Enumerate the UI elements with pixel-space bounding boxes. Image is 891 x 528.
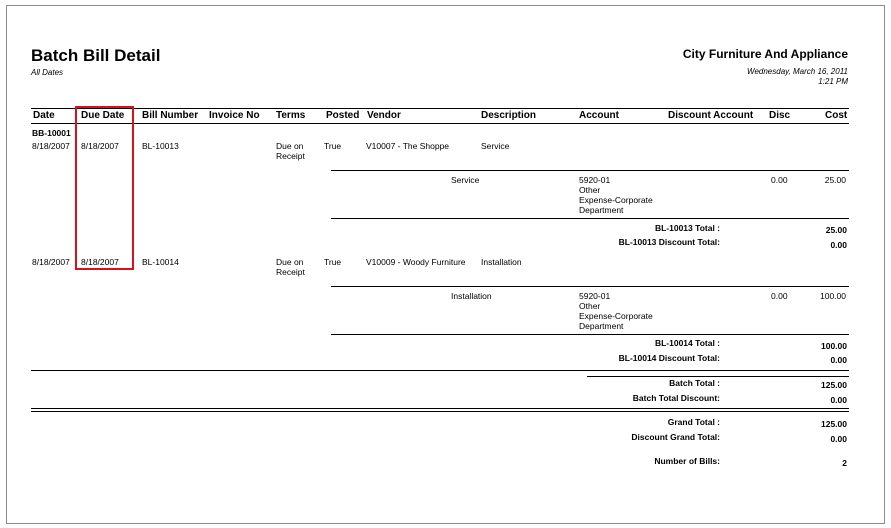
batch-total-label: Batch Total :	[669, 378, 720, 388]
col-date: Date	[33, 110, 55, 121]
batch-total-rule	[587, 376, 849, 377]
batch-discount-label: Batch Total Discount:	[632, 393, 720, 403]
grand-rule-1	[31, 408, 849, 409]
bill-terms-line2: Receipt	[276, 151, 305, 161]
account-name-1: Other	[579, 185, 601, 195]
report-subtitle: All Dates	[31, 68, 64, 77]
bill-date: 8/18/2007	[32, 141, 70, 151]
report-datetime	[747, 67, 848, 87]
batch-total-value: 125.00	[821, 380, 847, 390]
col-description: Description	[481, 110, 537, 121]
bill-terms-line2: Receipt	[276, 267, 305, 277]
bill-discount-total-value: 0.00	[830, 240, 847, 250]
line-account	[579, 175, 653, 215]
bill-total-label: BL-10013 Total :	[654, 223, 720, 233]
line-description: Service	[451, 175, 480, 185]
batch-id: BB-10001	[32, 128, 71, 138]
bill-date: 8/18/2007	[32, 257, 70, 267]
report-title: Batch Bill Detail	[31, 46, 161, 65]
line-disc: 0.00	[771, 291, 788, 301]
line-cost: 25.00	[824, 175, 846, 185]
discount-grand-label: Discount Grand Total:	[631, 432, 720, 442]
col-invoice-no: Invoice No	[209, 110, 260, 121]
bill-vendor: V10009 - Woody Furniture	[366, 257, 466, 267]
col-posted: Posted	[326, 110, 360, 121]
detail-rule	[331, 286, 849, 287]
bill-terms-line1: Due on	[276, 141, 304, 151]
bill-terms	[276, 141, 305, 161]
account-code: 5920-01	[579, 291, 611, 301]
bill-number: BL-10013	[142, 141, 179, 151]
bill-description: Installation	[481, 257, 522, 267]
col-bill-number: Bill Number	[142, 110, 199, 121]
bill-discount-total-value: 0.00	[830, 355, 847, 365]
subtotal-rule	[331, 334, 849, 335]
line-description: Installation	[451, 291, 492, 301]
bill-discount-total-label: BL-10014 Discount Total:	[618, 353, 720, 363]
due-date-highlight-box	[75, 106, 134, 270]
line-disc: 0.00	[771, 175, 788, 185]
bill-number: BL-10014	[142, 257, 179, 267]
account-code: 5920-01	[579, 175, 611, 185]
bill-terms-line1: Due on	[276, 257, 304, 267]
col-discount-account: Discount Account	[668, 110, 754, 121]
col-terms: Terms	[276, 110, 306, 121]
bill-discount-total-label: BL-10013 Discount Total:	[618, 237, 720, 247]
account-name-3: Department	[579, 205, 624, 215]
company-name: City Furniture And Appliance	[682, 47, 848, 61]
bill-posted: True	[324, 141, 342, 151]
line-account	[579, 291, 653, 331]
bill-total-label: BL-10014 Total :	[654, 338, 720, 348]
bill-posted: True	[324, 257, 342, 267]
col-account: Account	[579, 110, 619, 121]
grand-total-label: Grand Total :	[667, 417, 720, 427]
bill-total-value: 25.00	[825, 225, 847, 235]
detail-rule	[331, 170, 849, 171]
col-due-date: Due Date	[81, 110, 125, 121]
bill-due-date: 8/18/2007	[81, 141, 119, 151]
bill-total-value: 100.00	[821, 341, 847, 351]
account-name-3: Department	[579, 321, 624, 331]
col-cost: Cost	[825, 110, 848, 121]
col-disc: Disc	[769, 110, 791, 121]
discount-grand-value: 0.00	[830, 434, 847, 444]
grand-rule-2	[31, 411, 849, 412]
report-date: Wednesday, March 16, 2011	[747, 67, 848, 76]
num-bills-value: 2	[842, 458, 847, 468]
bill-vendor: V10007 - The Shoppe	[366, 141, 450, 151]
batch-rule	[31, 370, 849, 371]
account-name-1: Other	[579, 301, 601, 311]
batch-discount-value: 0.00	[830, 395, 847, 405]
subtotal-rule	[331, 218, 849, 219]
num-bills-label: Number of Bills:	[654, 456, 720, 466]
line-cost: 100.00	[820, 291, 846, 301]
report-time: 1:21 PM	[818, 77, 848, 86]
bill-due-date: 8/18/2007	[81, 257, 119, 267]
header-rule-top	[31, 108, 849, 109]
account-name-2: Expense-Corporate	[579, 195, 653, 205]
grand-total-value: 125.00	[821, 419, 847, 429]
bill-terms	[276, 257, 305, 277]
header-rule-bottom	[31, 123, 849, 124]
col-vendor: Vendor	[367, 110, 401, 121]
bill-description: Service	[481, 141, 510, 151]
account-name-2: Expense-Corporate	[579, 311, 653, 321]
